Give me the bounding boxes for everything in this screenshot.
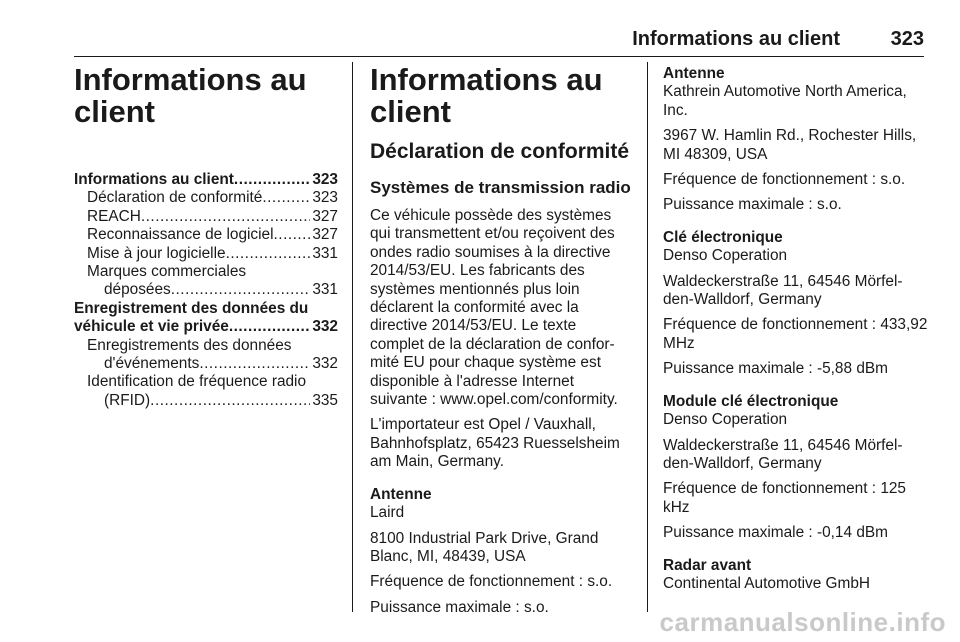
header-rule bbox=[74, 56, 924, 57]
toc-title: Informations au client bbox=[74, 62, 307, 129]
frequency: Fréquence de fonctionnement : s.o. bbox=[663, 171, 906, 189]
address: 3967 W. Hamlin Rd., Rochester Hills, MI 48309, USA bbox=[663, 127, 917, 163]
column-divider bbox=[352, 62, 353, 612]
toc-entry[interactable]: Enregistrements des données d'événements ..... 332 bbox=[74, 337, 338, 374]
subsection-title: Systèmes de transmission radio bbox=[370, 178, 631, 197]
toc-entry[interactable]: Informations au client ..... 323 bbox=[74, 171, 338, 189]
block-heading: Antenne bbox=[370, 485, 432, 503]
block-heading: Antenne bbox=[663, 65, 725, 82]
section-title: Déclaration de conformité bbox=[370, 140, 630, 163]
main-title: Informations au client bbox=[370, 62, 603, 129]
block-heading: Radar avant bbox=[663, 556, 752, 574]
frequency: Fréquence de fonctionnement : 125 kHz bbox=[663, 480, 906, 516]
max-power: Puissance maximale : s.o. bbox=[663, 196, 842, 214]
watermark: carmanualsonline.info bbox=[659, 607, 946, 637]
manufacturer: Denso Coperation bbox=[663, 247, 788, 265]
manufacturer: Continental Automotive GmbH bbox=[663, 574, 871, 592]
column-divider bbox=[647, 62, 648, 612]
page-number: 323 bbox=[890, 28, 924, 50]
address: Waldeckerstraße 11, 64546 Mörfel-den-Walldorf, Germany bbox=[663, 436, 903, 472]
manufacturer: Denso Coperation bbox=[663, 411, 788, 429]
block-heading: Module clé électronique bbox=[663, 392, 839, 410]
page-header bbox=[74, 28, 924, 52]
manufacturer: Laird bbox=[370, 504, 405, 522]
toc-column bbox=[74, 62, 338, 410]
intro-paragraph: Ce véhicule possède des systèmes qui transmettent et/ou reçoivent des ondes radio soumises à la directive 2014/53/EU. Les fabricants des systèmes mentionnés plus loin déclarent la conformité avec la directive 2014/53/EU. Le texte complet de la déclaration de confor-mité EU pour chaque système est disponible à l'adresse Internet suivante : www.opel.com/conformity. bbox=[370, 207, 618, 409]
toc-entry[interactable]: Marques commerciales déposées ..... 331 bbox=[74, 263, 338, 300]
address: Waldeckerstraße 11, 64546 Mörfel-den-Walldorf, Germany bbox=[663, 272, 903, 309]
toc-list bbox=[74, 171, 338, 410]
address: 8100 Industrial Park Drive, Grand Blanc, MI, 48439, USA bbox=[370, 529, 599, 565]
importer-paragraph: L'importateur est Opel / Vauxhall, Bahnhofsplatz, 65423 Ruesselsheim am Main, Germany. bbox=[370, 416, 620, 471]
block-heading: Clé électronique bbox=[663, 228, 783, 246]
toc-entry[interactable]: Déclaration de conformité ..... 323 bbox=[74, 189, 338, 207]
manufacturer: Kathrein Automotive North America, Inc. bbox=[663, 83, 907, 119]
toc-entry[interactable]: Reconnaissance de logiciel ..... 327 bbox=[74, 226, 338, 244]
toc-entry[interactable]: REACH ..... 327 bbox=[74, 208, 338, 226]
frequency: Fréquence de fonctionnement : s.o. bbox=[370, 573, 613, 591]
toc-entry[interactable]: Identification de fréquence radio (RFID) ..... 335 bbox=[74, 373, 338, 410]
toc-entry[interactable]: Mise à jour logicielle ..... 331 bbox=[74, 245, 338, 263]
frequency: Fréquence de fonctionnement : 433,92 MHz bbox=[663, 316, 928, 352]
max-power: Puissance maximale : s.o. bbox=[370, 598, 549, 616]
toc-entry[interactable]: Enregistrement des données du véhicule et vie privée ..... 332 bbox=[74, 300, 338, 337]
max-power: Puissance maximale : -0,14 dBm bbox=[663, 524, 888, 542]
max-power: Puissance maximale : -5,88 dBm bbox=[663, 360, 888, 378]
main-column bbox=[370, 62, 632, 617]
right-column bbox=[663, 62, 928, 593]
header-title: Informations au client bbox=[632, 28, 840, 50]
